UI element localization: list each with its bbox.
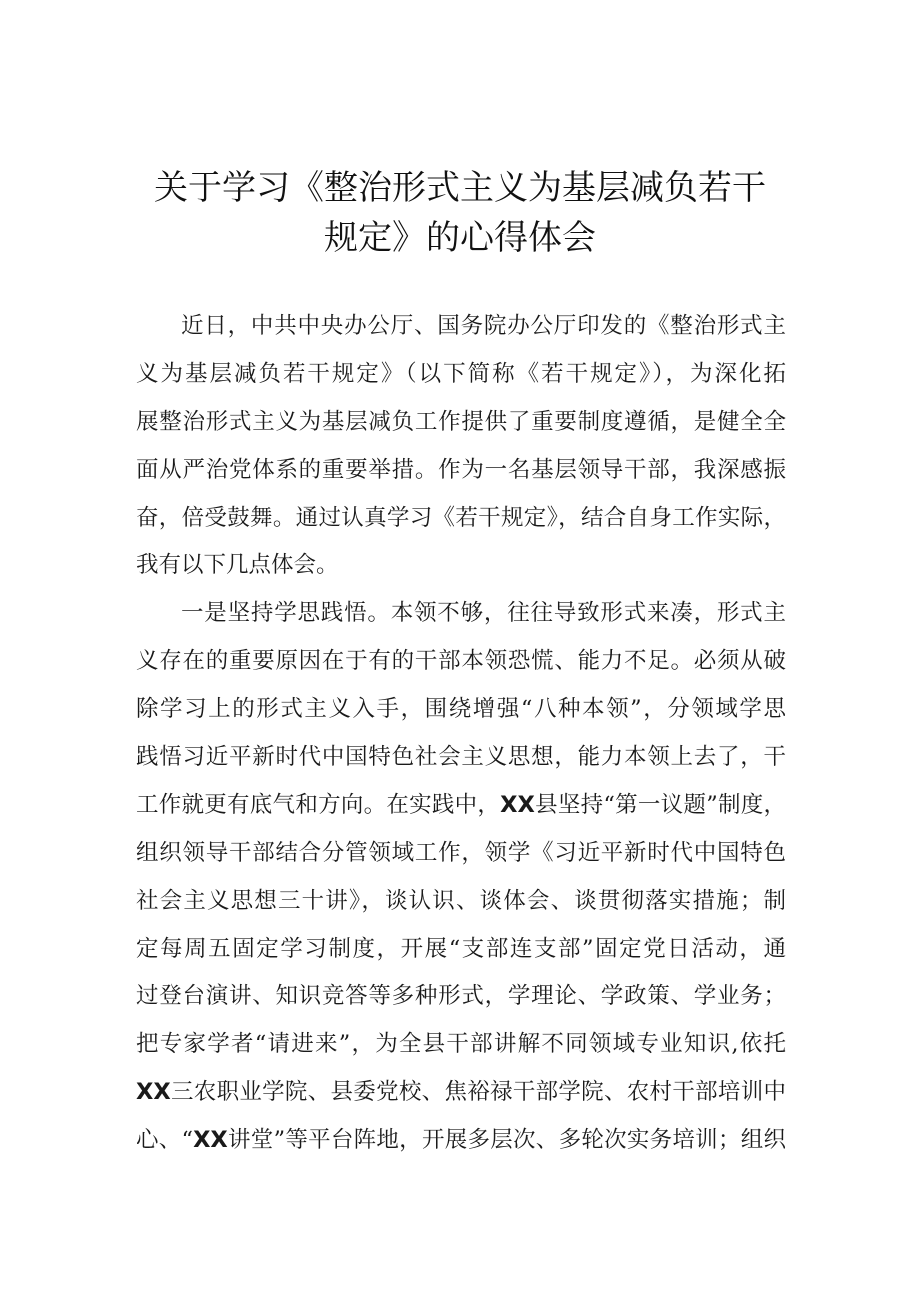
p2-line-12-quote: “ xyxy=(181,1127,194,1154)
placeholder-xx: XX xyxy=(136,1079,171,1106)
p2-line-7: 社会主义思想三十讲》，谈认识、谈体会、谈贯彻落实措施；制 xyxy=(136,887,786,914)
placeholder-xx: XX xyxy=(193,1127,228,1154)
title-line-1: 关于学习《整治形式主义为基层减负若干 xyxy=(154,168,766,208)
p2-line-12-text-a: 心、 xyxy=(136,1127,182,1154)
p2-line-5 xyxy=(136,782,786,830)
p2-line-12 xyxy=(136,1117,786,1165)
p1-line-5: 奋，倍受鼓舞。通过认真学习《若干规定》，结合自身工作实际， xyxy=(136,504,786,531)
title-line-2: 规定》的心得体会 xyxy=(324,218,596,258)
p1-line-1: 近日，中共中央办公厅、国务院办公厅印发的《整治形式主 xyxy=(181,313,786,339)
p2-line-10: 把专家学者“请进来”，为全县干部讲解不同领域专业知识,依托 xyxy=(136,1031,786,1058)
p2-line-2: 义存在的重要原因在于有的干部本领恐慌、能力不足。必须从破 xyxy=(136,648,786,675)
p2-line-12-text-b: 讲堂”等平台阵地，开展多层次、多轮次实务培训；组织 xyxy=(227,1127,786,1154)
p2-line-11 xyxy=(136,1069,786,1117)
p1-line-3: 展整治形式主义为基层减负工作提供了重要制度遵循，是健全全 xyxy=(136,408,786,435)
p2-line-1: 一是坚持学思践悟。本领不够，往往导致形式来凑，形式主 xyxy=(181,600,786,627)
p2-line-8: 定每周五固定学习制度，开展“支部连支部”固定党日活动，通 xyxy=(136,935,786,962)
p2-line-3: 除学习上的形式主义入手，围绕增强“八种本领”，分领域学思 xyxy=(136,696,786,723)
document-title xyxy=(100,163,820,263)
p2-line-5-text-a: 工作就更有底气和方向。在实践中， xyxy=(136,791,501,818)
p2-line-6: 组织领导干部结合分管领域工作，领学《习近平新时代中国特色 xyxy=(136,839,786,866)
p2-line-11-text: 三农职业学院、县委党校、焦裕禄干部学院、农村干部培训中 xyxy=(170,1079,786,1106)
placeholder-xx: XX xyxy=(500,791,535,818)
p1-line-4: 面从严治党体系的重要举措。作为一名基层领导干部，我深感振 xyxy=(136,456,786,483)
p2-line-4: 践悟习近平新时代中国特色社会主义思想，能力本领上去了，干 xyxy=(136,744,786,771)
document-body xyxy=(136,303,786,1165)
p1-line-6: 我有以下几点体会。 xyxy=(136,552,339,579)
p2-line-5-text-b: 县坚持“第一议题”制度， xyxy=(534,791,786,818)
p1-line-2: 义为基层减负若干规定》（以下简称《若干规定》），为深化拓 xyxy=(136,360,786,387)
p2-line-9: 过登台演讲、知识竞答等多种形式，学理论、学政策、学业务； xyxy=(136,983,786,1010)
